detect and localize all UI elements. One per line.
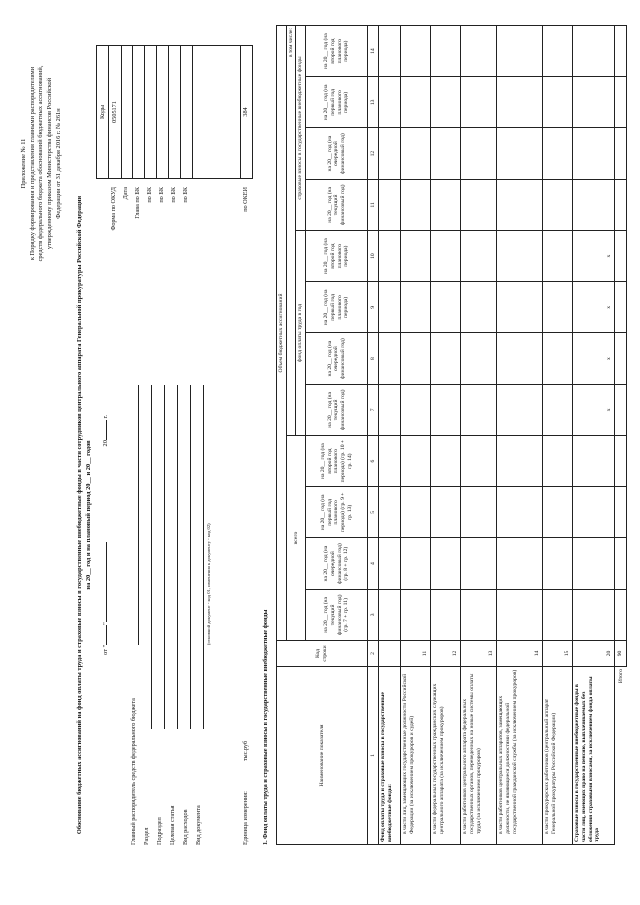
column-number: 2 <box>368 641 379 667</box>
value-cell[interactable] <box>431 487 461 538</box>
value-cell[interactable] <box>401 77 431 128</box>
value-cell[interactable] <box>543 436 573 487</box>
value-cell[interactable] <box>379 333 401 384</box>
requisite-label: Целевая статья <box>169 805 176 845</box>
value-cell[interactable] <box>379 538 401 589</box>
total-value-cell[interactable] <box>615 282 627 333</box>
codes-box <box>99 45 252 365</box>
value-cell[interactable] <box>431 436 461 487</box>
column-number: 12 <box>368 128 379 179</box>
value-cell[interactable]: x <box>573 384 615 435</box>
value-cell[interactable] <box>401 436 431 487</box>
value-cell[interactable] <box>497 77 543 128</box>
requisite-row <box>193 385 213 845</box>
document-date <box>102 415 109 655</box>
value-cell[interactable] <box>461 179 497 230</box>
section-title: 1. Фонд оплаты труда и страховые взносы в государственные внебюджетные фонды <box>262 609 269 845</box>
column-number: 10 <box>368 231 379 282</box>
value-cell[interactable] <box>431 179 461 230</box>
header-fot-col: на 20__ год (на текущий финансовый год) <box>306 384 368 435</box>
value-cell[interactable] <box>461 384 497 435</box>
table-row <box>431 26 461 845</box>
code-label: Глава по БК <box>134 187 141 219</box>
value-cell[interactable] <box>497 179 543 230</box>
codes-header: Коды <box>96 45 109 179</box>
total-value-cell[interactable] <box>615 487 627 538</box>
value-cell[interactable] <box>401 333 431 384</box>
value-cell[interactable] <box>431 282 461 333</box>
value-cell[interactable] <box>379 77 401 128</box>
row-code: 12 <box>431 641 461 667</box>
value-cell[interactable] <box>379 128 401 179</box>
row-name: в части лиц, замещающих государственные должности Российской Федерации (за исключением прокуроров и судей) <box>401 667 431 845</box>
column-number: 9 <box>368 282 379 333</box>
value-cell[interactable] <box>461 538 497 589</box>
header-ins-col: на 20__ год (на текущий финансовый год) <box>306 179 368 230</box>
value-cell[interactable] <box>379 26 401 77</box>
value-cell[interactable] <box>497 487 543 538</box>
value-cell[interactable] <box>401 231 431 282</box>
header-group-total: всего <box>286 436 305 641</box>
value-cell[interactable] <box>543 128 573 179</box>
row-code: 15 <box>543 641 573 667</box>
header-code: Код строки <box>277 641 368 667</box>
header-fot-col: на 20__ год (на второй год планового периода) <box>306 231 368 282</box>
value-cell[interactable] <box>497 128 543 179</box>
row-name: в части прокурорских работников (центральный аппарат Генеральной прокуратуры Российской Федерации) <box>543 667 573 845</box>
header-ins-col: на 20__ год (на второй год планового периода) <box>306 26 368 77</box>
value-cell[interactable] <box>543 384 573 435</box>
code-label: по БК <box>146 187 153 203</box>
row-code <box>379 641 401 667</box>
code-label: по БК <box>182 187 189 203</box>
value-cell[interactable]: x <box>573 282 615 333</box>
row-name: в части работников центральных аппаратов, замещающих должности, не являющиеся должностями федеральной государственной гражданской службы (за исключением прокуроров) <box>497 667 543 845</box>
value-cell[interactable] <box>431 384 461 435</box>
header-group-main: Объем бюджетных ассигнований <box>277 26 287 641</box>
requisites-block <box>128 385 213 845</box>
row-code: 20 <box>573 641 615 667</box>
table-row <box>461 26 497 845</box>
column-number: 4 <box>368 538 379 589</box>
total-value-cell[interactable] <box>615 77 627 128</box>
value-cell[interactable] <box>573 77 615 128</box>
value-cell[interactable] <box>461 487 497 538</box>
code-row <box>180 45 192 365</box>
table-row <box>543 26 573 845</box>
requisite-label: Вид расходов <box>182 809 189 845</box>
appendix-line: утвержденному приказом Министерства финансов Российской <box>45 77 53 250</box>
column-number: 7 <box>368 384 379 435</box>
value-cell[interactable] <box>379 179 401 230</box>
value-cell[interactable] <box>543 589 573 640</box>
header-total-col: на 20__ год (на очередной финансовый год) (гр. 8 + гр. 12) <box>306 538 368 589</box>
requisite-label: Раздел <box>143 827 150 845</box>
value-cell[interactable] <box>461 282 497 333</box>
value-cell[interactable] <box>497 384 543 435</box>
value-cell[interactable] <box>431 26 461 77</box>
code-row <box>156 45 168 365</box>
code-label: по БК <box>170 187 177 203</box>
value-cell[interactable] <box>461 26 497 77</box>
total-row <box>615 26 627 845</box>
value-cell[interactable] <box>573 538 615 589</box>
table-body <box>379 26 627 845</box>
value-cell[interactable] <box>543 77 573 128</box>
row-name: Фонд оплаты труда и страховые взносы в государственные внебюджетные фонды: <box>379 667 401 845</box>
code-label: по ОКЕИ <box>242 187 249 212</box>
code-label: Дата <box>122 187 129 200</box>
appendix-line: к Порядку формирования и представления главными распорядителями <box>28 66 36 261</box>
value-cell[interactable] <box>461 436 497 487</box>
value-cell[interactable] <box>497 282 543 333</box>
column-numbers-row <box>368 26 379 845</box>
requisite-label: Главный распорядитель средств федерального бюджета <box>130 698 137 845</box>
value-cell[interactable] <box>461 589 497 640</box>
code-label: по БК <box>158 187 165 203</box>
value-cell[interactable] <box>497 26 543 77</box>
value-cell[interactable] <box>401 26 431 77</box>
total-value-cell[interactable] <box>615 179 627 230</box>
header-total-col: на 20__ год (на первый год планового периода) (гр. 9 + гр. 13) <box>306 487 368 538</box>
title-line-1: Обоснование бюджетных ассигнований на фонд оплаты труда и страховые взносы в государственные внебюджетные фонды в части сотрудников центрального аппарата Генеральной прокуратуры Российской Федерации <box>76 195 83 835</box>
value-cell[interactable] <box>401 128 431 179</box>
table-row <box>401 26 431 845</box>
total-label: Итого <box>615 667 627 845</box>
value-cell[interactable]: x <box>573 333 615 384</box>
date-year-suffix: г. <box>102 415 109 419</box>
appendix-line: Федерации от 31 декабря 2016 г. № 261н <box>54 108 62 219</box>
total-value-cell[interactable] <box>615 333 627 384</box>
column-number: 13 <box>368 77 379 128</box>
title-line-2: на 20__ год и на плановый период 20__ и 20__ годов <box>84 440 92 590</box>
value-cell[interactable] <box>543 282 573 333</box>
value-cell[interactable] <box>401 384 431 435</box>
allocations-table <box>276 25 627 845</box>
header-group-incl: в том числе: <box>286 26 296 436</box>
code-value: 0505171 <box>108 45 122 179</box>
value-cell[interactable] <box>431 128 461 179</box>
appendix-note <box>20 36 63 291</box>
value-cell[interactable] <box>401 179 431 230</box>
code-value <box>192 45 241 179</box>
value-cell[interactable] <box>401 589 431 640</box>
value-cell[interactable] <box>431 77 461 128</box>
value-cell[interactable]: x <box>573 231 615 282</box>
requisite-hint: (основной документ - код 01, изменения к документу - код 02) <box>206 523 211 645</box>
value-cell[interactable] <box>379 384 401 435</box>
column-number: 11 <box>368 179 379 230</box>
requisite-row <box>180 385 193 845</box>
code-row <box>108 45 120 365</box>
value-cell[interactable] <box>497 333 543 384</box>
code-row <box>120 45 132 365</box>
total-code: 90 <box>615 641 627 667</box>
value-cell[interactable] <box>461 77 497 128</box>
row-name: Страховые взносы в государственные внебюджетные фонды в части лиц, имеющих право на пенсию, выплачиваемых без обложения страховыми взносами, за исключением фонда оплаты труда <box>573 667 615 845</box>
unit-label: Единица измерения: <box>242 791 249 845</box>
header-name: Наименование показателя <box>277 667 368 845</box>
value-cell[interactable] <box>461 231 497 282</box>
unit-value: тыс.руб <box>242 740 249 762</box>
value-cell[interactable] <box>431 538 461 589</box>
value-cell[interactable] <box>543 487 573 538</box>
column-number: 3 <box>368 589 379 640</box>
document-title <box>76 185 94 845</box>
header-ins-col: на 20__ год (на очередной финансовый год) <box>306 128 368 179</box>
header-fot-col: на 20__ год (на первый год планового периода) <box>306 282 368 333</box>
value-cell[interactable] <box>573 179 615 230</box>
date-year-prefix: 20 <box>102 440 109 447</box>
value-cell[interactable] <box>379 487 401 538</box>
column-number: 6 <box>368 436 379 487</box>
requisite-row <box>154 385 167 845</box>
table-row <box>573 26 615 845</box>
requisite-row <box>128 385 141 845</box>
value-cell[interactable] <box>401 282 431 333</box>
column-number: 5 <box>368 487 379 538</box>
value-cell[interactable] <box>543 333 573 384</box>
requisite-row <box>167 385 180 845</box>
value-cell[interactable] <box>573 26 615 77</box>
total-value-cell[interactable] <box>615 589 627 640</box>
value-cell[interactable] <box>379 231 401 282</box>
row-name: в части федеральных государственных гражданских служащих центрального аппарата (за исключением прокуроров) <box>431 667 461 845</box>
header-ins-col: на 20__ год (на первый год планового периода) <box>306 77 368 128</box>
total-value-cell[interactable] <box>615 436 627 487</box>
date-prefix: от " <box>102 644 109 655</box>
unit-of-measure <box>242 741 249 845</box>
total-value-cell[interactable] <box>615 128 627 179</box>
table-row <box>379 26 401 845</box>
total-value-cell[interactable] <box>615 26 627 77</box>
value-cell[interactable] <box>431 589 461 640</box>
code-row <box>132 45 144 365</box>
total-value-cell[interactable] <box>615 231 627 282</box>
value-cell[interactable] <box>497 436 543 487</box>
value-cell[interactable] <box>401 487 431 538</box>
value-cell[interactable] <box>543 26 573 77</box>
date-mid: " <box>102 622 109 625</box>
value-cell[interactable] <box>461 128 497 179</box>
column-number: 14 <box>368 26 379 77</box>
appendix-line: средств федерального бюджета обоснований бюджетных ассигнований, <box>37 65 45 262</box>
value-cell[interactable] <box>431 231 461 282</box>
value-cell[interactable] <box>573 128 615 179</box>
value-cell[interactable] <box>461 333 497 384</box>
row-code: 14 <box>497 641 543 667</box>
value-cell[interactable] <box>401 538 431 589</box>
value-cell[interactable] <box>543 179 573 230</box>
code-row <box>144 45 156 365</box>
value-cell[interactable] <box>573 487 615 538</box>
value-cell[interactable] <box>431 333 461 384</box>
row-name: в части работников центрального аппарата федеральных государственных органов, переведенных на новые системы оплаты труда (за исключением прокуроров) <box>461 667 497 845</box>
table-row <box>497 26 543 845</box>
value-cell[interactable] <box>379 589 401 640</box>
column-number: 8 <box>368 333 379 384</box>
requisite-row <box>141 385 154 845</box>
code-row <box>192 45 240 365</box>
total-value-cell[interactable] <box>615 384 627 435</box>
header-fot-col: на 20__ год (на очередной финансовый год) <box>306 333 368 384</box>
requisite-label: Подраздел <box>156 817 163 845</box>
code-row <box>168 45 180 365</box>
header-group-fot: фонд оплаты труда в год <box>296 231 306 436</box>
appendix-line: Приложение № 11 <box>20 138 27 189</box>
code-label: Форма по ОКУД <box>110 187 117 231</box>
value-cell[interactable] <box>543 231 573 282</box>
column-number: 1 <box>368 667 379 845</box>
value-cell[interactable] <box>543 538 573 589</box>
header-group-ins: страховые взносы в государственные внебюджетные фонды <box>296 26 306 231</box>
value-cell[interactable] <box>573 589 615 640</box>
row-code: 13 <box>461 641 497 667</box>
header-total-col: на 20__ год (на текущий финансовый год) (гр. 7 + гр. 11) <box>306 589 368 640</box>
value-cell[interactable] <box>379 282 401 333</box>
header-total-col: на 20__ год (на второй год планового периода) (гр. 10 + гр. 14) <box>306 436 368 487</box>
code-value: 384 <box>240 45 253 179</box>
value-cell[interactable] <box>379 436 401 487</box>
value-cell[interactable] <box>573 436 615 487</box>
value-cell[interactable] <box>497 589 543 640</box>
code-row <box>240 45 252 365</box>
row-code: 11 <box>401 641 431 667</box>
total-value-cell[interactable] <box>615 538 627 589</box>
value-cell[interactable] <box>497 538 543 589</box>
requisite-label: Вид документа <box>195 805 202 845</box>
value-cell[interactable] <box>497 231 543 282</box>
